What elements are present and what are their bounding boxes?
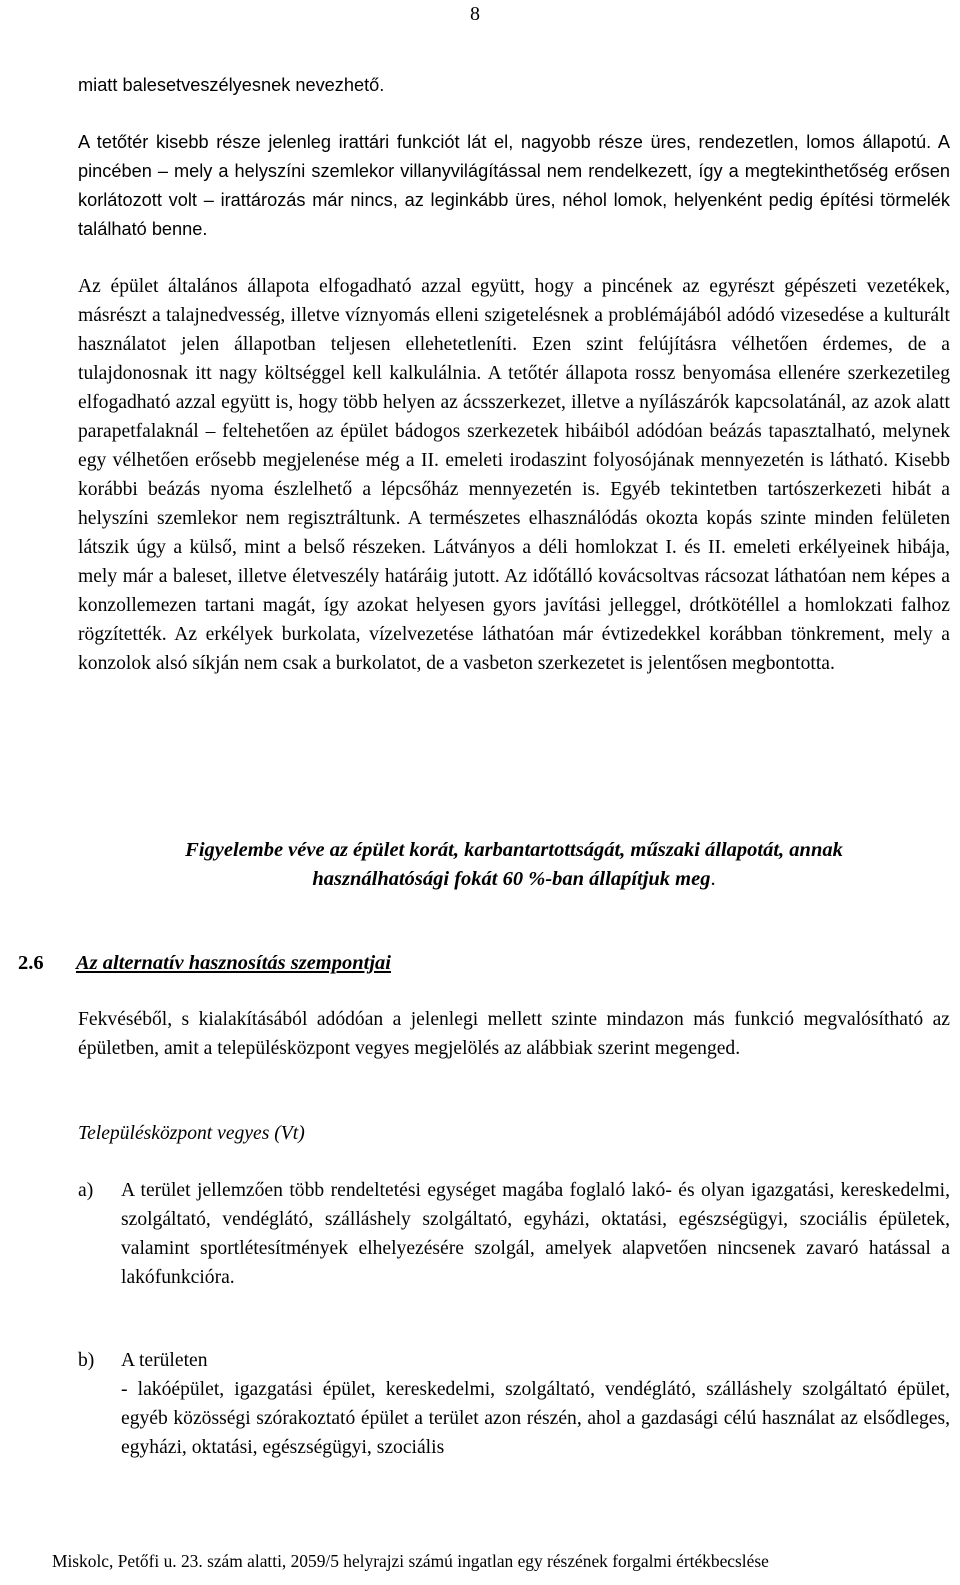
section-intro-paragraph: Fekvéséből, s kialakításából adódóan a jelenlegi mellett szinte mindazon más funkció megvalósítható az épületben, amit a településközpont vegyes megjelölés az alábbiak szerint megenged. — [78, 1009, 950, 1059]
list-b-heading: A területen — [121, 1350, 208, 1371]
conclusion-period: . — [710, 868, 716, 890]
list-marker-b: b) — [78, 1350, 95, 1371]
conclusion-line-1: Figyelembe véve az épület korát, karbantartottságát, műszaki állapotát, annak — [185, 839, 843, 861]
conclusion-statement — [78, 836, 950, 894]
list-item-a — [78, 1176, 950, 1292]
conclusion-line-2-text: használhatósági fokát 60 %-ban állapítjuk meg — [312, 868, 711, 890]
list-text-b: - lakóépület, igazgatási épület, kereskedelmi, szolgáltató, vendéglátó, szálláshely szolgáltató épület, egyéb közösségi szórakoztató épület a terület azon részén, ahol a gazdasági célú használat az elsődleges, egyházi, oktatási, egészségügyi, szociális — [121, 1379, 950, 1458]
list-text-a: A terület jellemzően több rendeltetési egységet magába foglaló lakó- és olyan igazgatási, kereskedelmi, szolgáltató, vendéglátó, szálláshely szolgáltató, egyházi, oktatási, egészségügyi, szociális épületek, valamint sportlétesítmények elhelyezésére szolgál, amelyek alapvetően nincsenek zavaró hatással a lakófunkcióra. — [121, 1180, 950, 1288]
list-item-b — [78, 1346, 950, 1462]
section-title: Az alternatív hasznosítás szempontjai — [76, 952, 391, 974]
paragraph-intro-fragment: miatt balesetveszélyesnek nevezhető. — [78, 75, 385, 95]
page-footer: Miskolc, Petőfi u. 23. szám alatti, 2059/5 helyrajzi számú ingatlan egy részének forgalmi értékbecslése — [52, 1551, 769, 1571]
page-number: 8 — [470, 3, 480, 25]
conclusion-line-2 — [78, 865, 950, 894]
paragraph-attic-basement: A tetőtér kisebb része jelenleg irattári funkciót lát el, nagyobb része üres, rendezetlen, lomos állapotú. A pincében – mely a helyszíni szemlekor villanyvilágítással nem rendelkezett, így a megtekinthetőség erősen korlátozott volt – irattározás már nincs, az leginkább üres, néhol lomok, helyenként pedig építési törmelék található benne. — [78, 132, 950, 239]
zone-subheading: Településközpont vegyes (Vt) — [78, 1123, 305, 1144]
section-number: 2.6 — [18, 952, 44, 974]
section-heading — [18, 949, 918, 977]
list-marker-a: a) — [78, 1180, 94, 1201]
paragraph-building-condition: Az épület általános állapota elfogadható azzal együtt, hogy a pincének az egyrészt gépészeti vezetékek, másrészt a talajnedvesség, illetve víznyomás elleni szigetelésnek a problémájából adódó vizesedése a kulturált használatot jelen állapotban teljesen ellehetetleníti. Ezen szint felújításra vélhetően érdemes, de a tulajdonosnak itt nagy költséggel kell kalkulálnia. A tetőtér állapota rossz benyomása ellenére szerkezetileg elfogadható azzal együtt is, hogy több helyen az ácsszerkezet, illetve a nyílászárók kapcsolatánál, az azok alatt parapetfalaknál – feltehetően az épület bádogos szerkezetek hibáiból adódóan beázás tapasztalható, melynek egy vélhetően erősebb megjelenése még a II. emeleti irodaszint folyosójának mennyezetén is látható. Kisebb korábbi beázás nyoma észlelhető a lépcsőház mennyezetén is. Egyéb tekintetben tartószerkezeti hibát a helyszíni szemlekor nem regisztráltunk. A természetes elhasználódás okozta kopás szinte minden felületen látszik úgy a külső, mint a belső részeken. Látványos a déli homlokzat I. és II. emeleti erkélyeinek hibája, mely már a baleset, illetve életveszély határáig jutott. Az időtálló kovácsoltvas rácsozat láthatóan nem képes a konzollemezen tartani magát, így azokat helyesen gyors javítási jelleggel, drótkötéllel a homlokzati falhoz rögzítették. Az erkélyek burkolata, vízelvezetése láthatóan már évtizedekkel korábban tönkrement, mely a konzolok alsó síkján nem csak a burkolatot, de a vasbeton szerkezetet is jelentősen megbontotta. — [78, 276, 950, 674]
